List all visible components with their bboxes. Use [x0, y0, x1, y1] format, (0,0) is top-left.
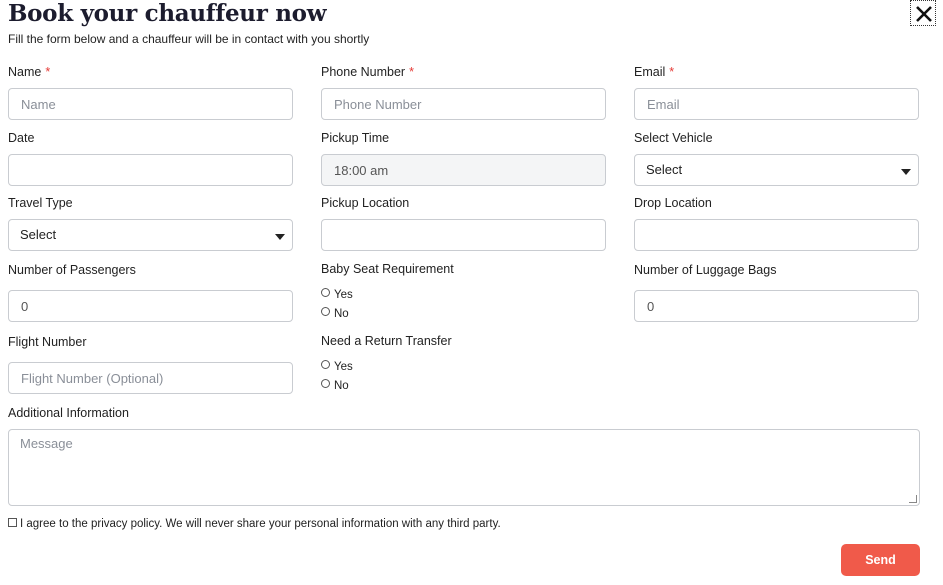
- required-marker: *: [669, 65, 675, 79]
- message-textarea[interactable]: [8, 429, 920, 506]
- date-input[interactable]: [8, 154, 293, 186]
- privacy-consent[interactable]: [8, 518, 501, 530]
- required-marker: *: [45, 65, 51, 79]
- pickup-location-label: Pickup Location: [321, 196, 410, 210]
- return-transfer-no-option[interactable]: No: [321, 379, 349, 393]
- drop-location-label: Drop Location: [634, 196, 712, 210]
- phone-label: Phone Number *: [321, 65, 414, 79]
- chevron-down-icon: [901, 169, 911, 175]
- vehicle-label: Select Vehicle: [634, 131, 713, 145]
- passengers-label: Number of Passengers: [8, 263, 136, 277]
- baby-seat-yes-option[interactable]: Yes: [321, 288, 353, 302]
- phone-input[interactable]: [321, 88, 606, 120]
- radio-button[interactable]: [321, 288, 330, 297]
- luggage-input[interactable]: [634, 290, 919, 322]
- luggage-label: Number of Luggage Bags: [634, 263, 777, 277]
- drop-location-input[interactable]: [634, 219, 919, 251]
- name-input[interactable]: [8, 88, 293, 120]
- passengers-input[interactable]: [8, 290, 293, 322]
- flight-input[interactable]: [8, 362, 293, 394]
- send-button[interactable]: Send: [841, 544, 920, 576]
- baby-seat-label: Baby Seat Requirement: [321, 262, 454, 276]
- baby-seat-no-option[interactable]: No: [321, 307, 349, 321]
- travel-type-select-value: Select: [20, 227, 57, 242]
- travel-type-select[interactable]: [8, 219, 293, 251]
- page-subtitle: Fill the form below and a chauffeur will be in contact with you shortly: [8, 32, 370, 46]
- additional-info-label: Additional Information: [8, 406, 129, 420]
- pickup-time-label: Pickup Time: [321, 131, 390, 145]
- radio-button[interactable]: [321, 379, 330, 388]
- phone-field-group: [321, 64, 606, 80]
- email-input[interactable]: [634, 88, 919, 120]
- pickup-time-input[interactable]: [321, 154, 606, 186]
- date-label: Date: [8, 131, 35, 145]
- flight-label: Flight Number: [8, 335, 87, 349]
- radio-button[interactable]: [321, 307, 330, 316]
- privacy-checkbox[interactable]: [8, 518, 17, 527]
- close-button[interactable]: [910, 0, 936, 26]
- radio-button[interactable]: [321, 360, 330, 369]
- pickup-location-input[interactable]: [321, 219, 606, 251]
- message-placeholder: Message: [20, 436, 73, 451]
- vehicle-select[interactable]: [634, 154, 919, 186]
- chevron-down-icon: [275, 234, 285, 240]
- email-label: Email *: [634, 65, 675, 79]
- email-field-group: [634, 64, 919, 80]
- vehicle-select-value: Select: [646, 162, 683, 177]
- return-transfer-yes-option[interactable]: Yes: [321, 360, 353, 374]
- return-transfer-label: Need a Return Transfer: [321, 334, 452, 348]
- name-field-group: [8, 64, 293, 80]
- resize-handle-icon[interactable]: [909, 495, 917, 503]
- page-title: Book your chauffeur now: [8, 0, 327, 27]
- required-marker: *: [409, 65, 414, 79]
- travel-type-label: Travel Type: [8, 196, 73, 210]
- name-label: Name *: [8, 65, 51, 79]
- close-icon: [914, 4, 934, 24]
- privacy-consent-text: I agree to the privacy policy. We will never share your personal information with any third party.: [20, 518, 501, 530]
